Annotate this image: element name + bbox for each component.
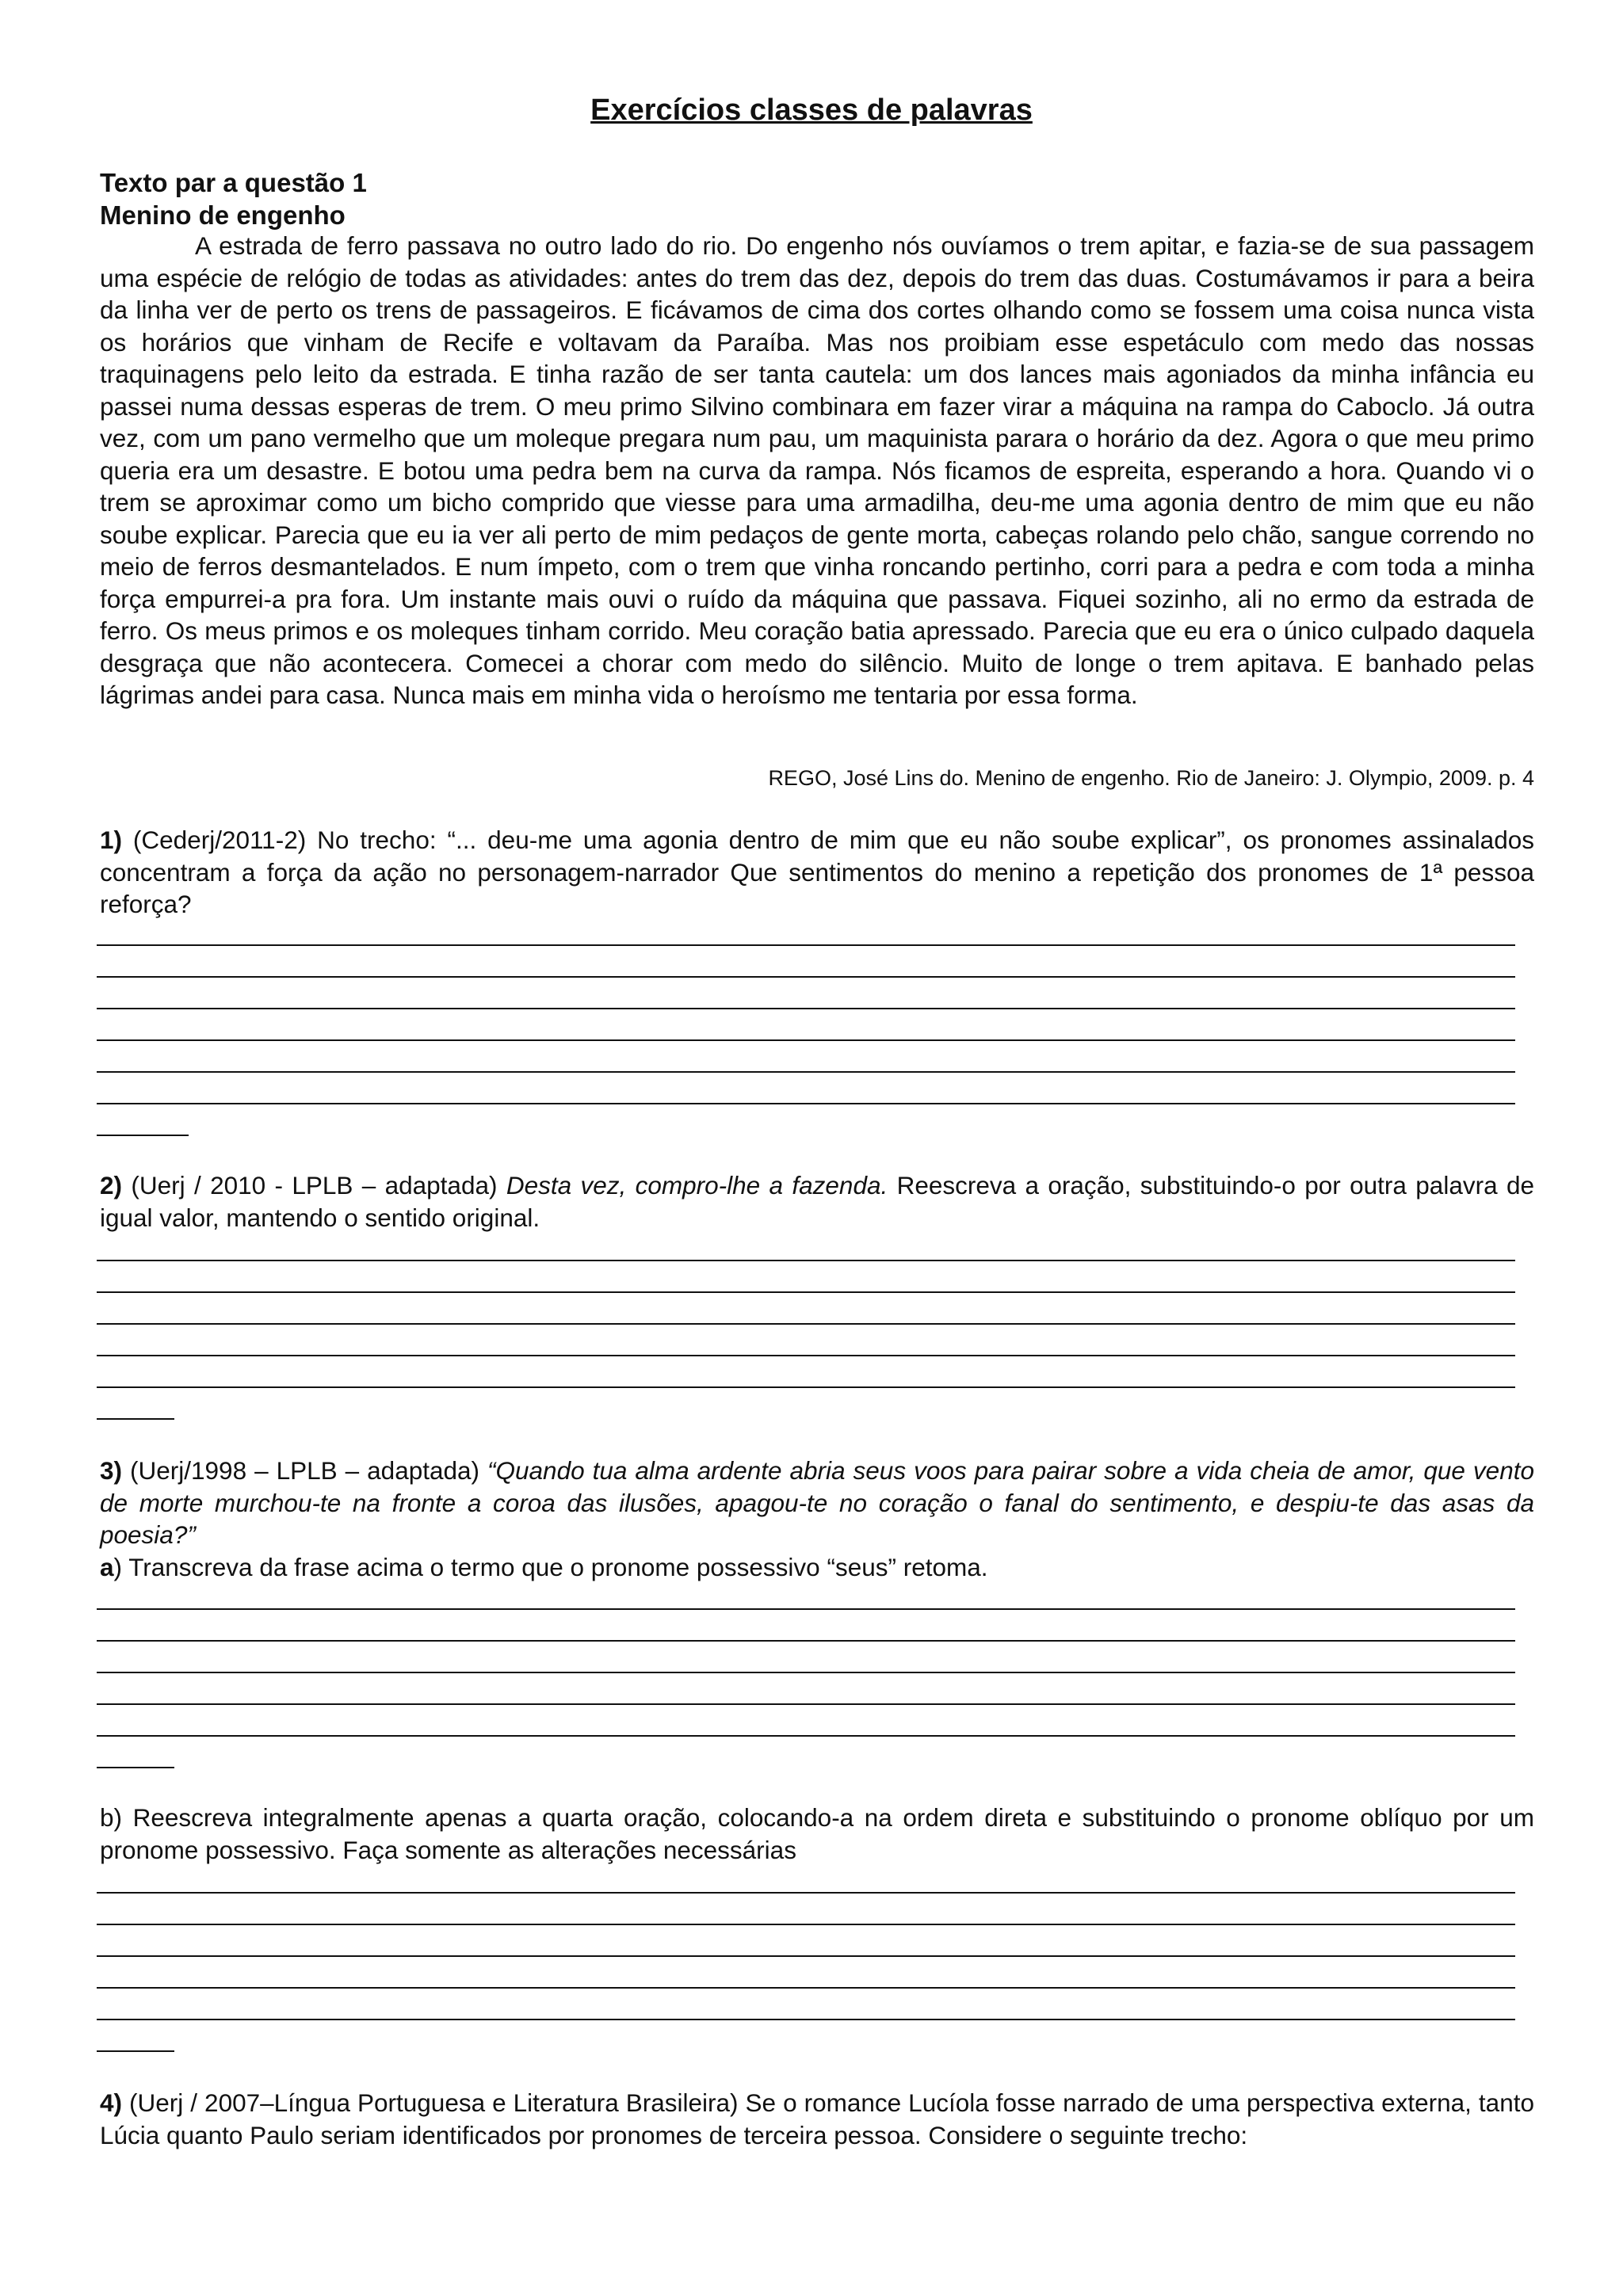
question-3a-letter: a (100, 1553, 114, 1581)
answer-line[interactable] (97, 1260, 1515, 1261)
answer-line[interactable] (97, 1008, 1515, 1009)
question-1 (100, 824, 1534, 921)
question-4-text: (Uerj / 2007–Língua Portuguesa e Literatura Brasileira) Se o romance Lucíola fosse narrado de uma perspectiva externa, tanto Lúcia quanto Paulo seriam identificados por pronomes de terceira pessoa. Considere o seguinte trecho: (100, 2088, 1534, 2149)
question-3a (100, 1551, 1534, 1584)
question-1-text: (Cederj/2011-2) No trecho: “... deu-me uma agonia dentro de mim que eu não soube explicar”, os pronomes assinalados concentram a força da ação no personagem-narrador Que sentimentos do menino a repetição dos pronomes de 1ª pessoa reforça? (100, 826, 1534, 918)
answer-line[interactable] (97, 2019, 1515, 2020)
answer-line[interactable] (97, 1323, 1515, 1325)
answer-line[interactable] (97, 976, 1515, 978)
answer-line[interactable] (97, 1418, 174, 1420)
answer-line[interactable] (97, 944, 1515, 946)
answer-line[interactable] (97, 1672, 1515, 1673)
answer-line[interactable] (97, 1291, 1515, 1293)
question-2-quote: Desta vez, compro-lhe a fazenda. (506, 1171, 888, 1199)
answer-line[interactable] (97, 1103, 1515, 1104)
question-3-source: (Uerj/1998 – LPLB – adaptada) (122, 1456, 488, 1485)
answer-line[interactable] (97, 1640, 1515, 1642)
answer-line[interactable] (97, 1703, 1515, 1705)
answer-line[interactable] (97, 1767, 174, 1768)
answer-line[interactable] (97, 1608, 1515, 1610)
answer-line[interactable] (97, 1135, 189, 1136)
answer-line[interactable] (97, 1924, 1515, 1925)
answer-line[interactable] (97, 2050, 174, 2052)
question-2 (100, 1169, 1534, 1234)
text-reference: REGO, José Lins do. Menino de engenho. Rio de Janeiro: J. Olympio, 2009. p. 4 (768, 766, 1534, 790)
question-4-number: 4) (100, 2088, 123, 2117)
text-label: Texto par a questão 1 (100, 168, 367, 197)
page-title: Exercícios classes de palavras (590, 93, 1033, 127)
answer-line[interactable] (97, 1386, 1515, 1388)
question-2-number: 2) (100, 1171, 123, 1199)
question-3-number: 3) (100, 1456, 123, 1485)
text-body: A estrada de ferro passava no outro lado do rio. Do engenho nós ouvíamos o trem apitar, e fazia-se de sua passagem uma espécie de relógio de todas as atividades: antes do trem das dez, depois do trem das duas. Costumávamos ir para a beira da linha ver de perto os trens de passageiros. E ficávamos de cima dos cortes olhando como se fossem uma coisa nunca vista os horários que vinham de Recife e voltavam da Paraíba. Mas nos proibiam esse espetáculo com medo das nossas traquinagens pelo leito da estrada. E tinha razão de ser tanta cautela: um dos lances mais agoniados da minha infância eu passei numa dessas esperas de trem. O meu primo Silvino combinara em fazer virar a máquina na rampa do Caboclo. Já outra vez, com um pano vermelho que um moleque pregara num pau, um maquinista parara o horário da dez. Agora o que meu primo queria era um desastre. E botou uma pedra bem na curva da rampa. Nós ficamos de espreita, esperando a hora. Quando vi o trem se aproximar como um bicho comprido que viesse para uma armadilha, deu-me uma agonia dentro de mim que eu não soube explicar. Parecia que eu ia ver ali perto de mim pedaços de gente morta, cabeças rolando pelo chão, sangue correndo no meio de ferros desmantelados. E num ímpeto, com o trem que vinha roncando pertinho, corri para a pedra e com toda a minha força empurrei-a pra fora. Um instante mais ouvi o ruído da máquina que passava. Fiquei sozinho, ali no ermo da estrada de ferro. Os meus primos e os moleques tinham corrido. Meu coração batia apressado. Parecia que eu era o único culpado daquela desgraça que não acontecera. Comecei a chorar com medo do silêncio. Muito de longe o trem apitava. E banhado pelas lágrimas andei para casa. Nunca mais em minha vida o heroísmo me tentaria por essa forma. (100, 231, 1534, 709)
question-4 (100, 2087, 1534, 2151)
question-3b: b) Reescreva integralmente apenas a quarta oração, colocando-a na ordem direta e substituindo o pronome oblíquo por um pronome possessivo. Faça somente as alterações necessárias (100, 1803, 1534, 1864)
question-2-source: (Uerj / 2010 - LPLB – adaptada) (122, 1171, 506, 1199)
question-1-number: 1) (100, 826, 123, 854)
answer-line[interactable] (97, 1039, 1515, 1041)
answer-line[interactable] (97, 1355, 1515, 1356)
answer-line[interactable] (97, 1955, 1515, 1957)
question-3-quote: “Quando tua alma ardente abria seus voos para pairar sobre a vida cheia de amor, que vento de morte murchou-te na fronte a coroa das ilusões, apagou-te no coração o fanal do sentimento, e despiu-te das asas da poesia?” (100, 1456, 1534, 1549)
question-3 (100, 1455, 1534, 1551)
answer-line[interactable] (97, 1735, 1515, 1737)
text-title: Menino de engenho (100, 200, 346, 230)
answer-line[interactable] (97, 1892, 1515, 1894)
question-2-text: Reescreva a oração, substituindo-o por outra palavra de igual valor, mantendo o sentido original. (100, 1171, 1534, 1232)
answer-line[interactable] (97, 1071, 1515, 1073)
answer-line[interactable] (97, 1987, 1515, 1989)
question-3a-text: ) Transcreva da frase acima o termo que o pronome possessivo “seus” retoma. (113, 1553, 988, 1581)
